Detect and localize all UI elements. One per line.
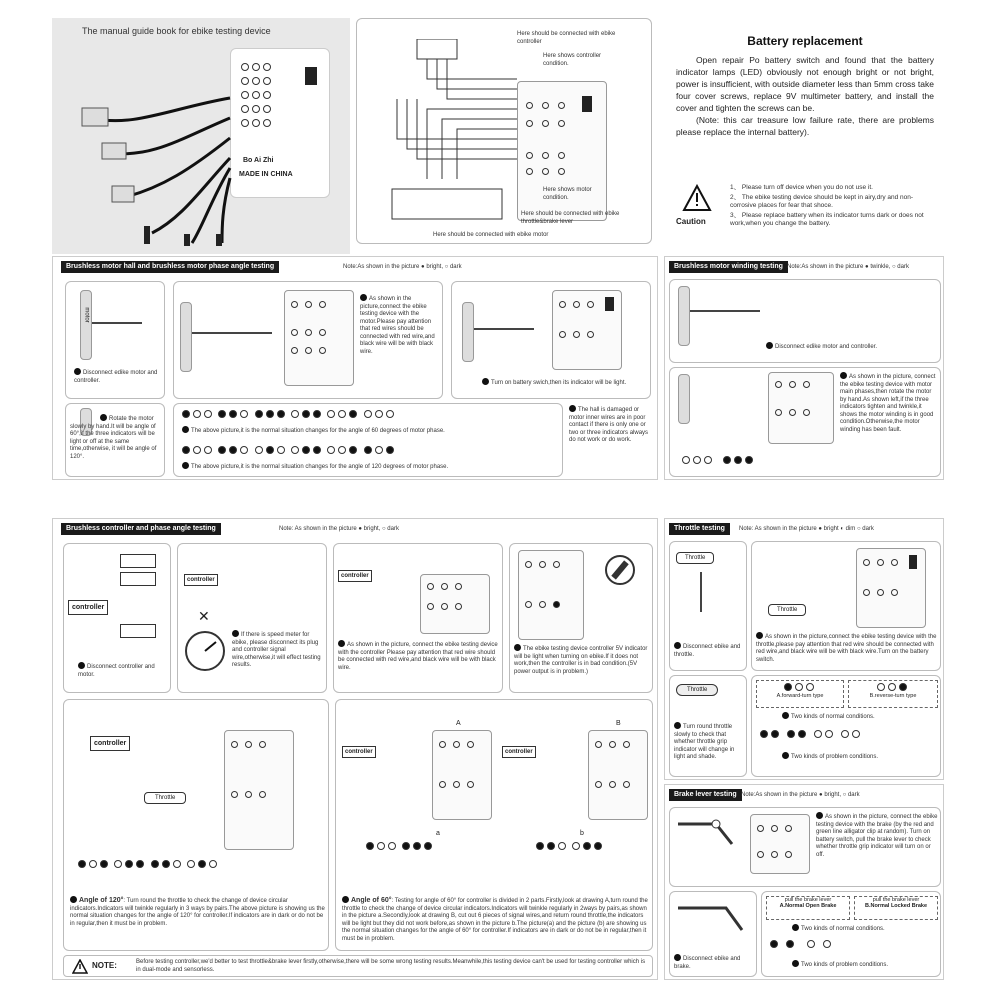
callout-motor-condition: Here shows motor condition. (543, 187, 592, 201)
brake-handle-icon (676, 896, 746, 936)
controller-note: Note: As shown in the picture ● bright, ○ dark (279, 526, 399, 532)
brake-results-card (761, 891, 941, 977)
ctrl-note-block (63, 955, 653, 977)
cable-bundle-photo (52, 58, 232, 248)
winding-step2-card (669, 367, 941, 477)
ctrl-angle60-card (335, 699, 653, 951)
battery-paragraph-2: (Note: this car treasure low failure rate, there are problems please replace the internal battery). (676, 115, 934, 137)
brake-header: Brake lever testing (669, 789, 742, 801)
throttle-note: Note: As shown in the picture ● bright ◐ dim ○ dark (739, 526, 874, 532)
brand-label: Bo Ai Zhi (243, 157, 274, 164)
battery-paragraph-1: Open repair Po battery switch and found that the battery indicator lamps (LED) obviously not enough bright or not bright, power is insufficient, with outside diameter less than 5mm cross take four cover screws, replace 9V multimeter battery, and install the cover and tighten the screws can be. (676, 55, 934, 113)
warning-triangle-icon (682, 184, 712, 212)
hall-step1-text: Disconnect edike motor and controller. (74, 370, 158, 384)
hall-step4-text: Rotate the motor slowly by hand.It will be angle of 60°,if the three indicators will be light or off at the same time,otherwise, it will be angle of 120°. (70, 416, 157, 460)
throttle-label-4: Throttle (676, 684, 718, 696)
throttle-problem-row (760, 730, 863, 740)
ctrl-120-sequence (78, 860, 220, 870)
throttle-step1-card (669, 541, 747, 671)
throttle-problem-text: Two kinds of problem conditions. (782, 752, 932, 762)
brake-step2-text: As shown in the picture, connect the ebike testing device with the brake (by the red and green line alligator clip at random). Turn on battery switch, pull the brake lever to check whether throttle grip indicator will turn on or off. (816, 814, 938, 858)
hall-step3-text: Turn on battery swich,then its indicator will be light. (482, 378, 650, 388)
wiring-lines (387, 39, 527, 239)
throttle-label-2: Throttle (676, 552, 714, 564)
ctrl-step4-text: The ebike testing device controller 5V indicator will be light when turning on ebike.If it does not work,then the controller is in bad condition.(5V power output is in problem.) (514, 646, 648, 675)
winding-header: Brushless motor winding testing (669, 261, 788, 273)
winding-twinkle-row (682, 456, 756, 466)
hall-angle-card (173, 403, 563, 477)
controller-header: Brushless controller and phase angle testing (61, 523, 221, 535)
brake-lever-icon (676, 814, 736, 854)
ctrl-step2-text: If there is speed meter for ebike, please disconnect its plug and controller signal wire,otherwise,it will effect testing results. (232, 632, 321, 668)
controller-label-3: controller (338, 570, 372, 582)
caution-item-1: 1、 Please turn off device when you do not use it. (730, 184, 873, 191)
controller-label-5: controller (342, 746, 376, 758)
tester-device-photo (230, 48, 330, 198)
hall-step2-text: As shown in the picture,connect the ebike testing device with the motor.Please pay attention that red wires should be connected with red wire,and black wire will be with black wire. (360, 296, 435, 355)
manual-title: The manual guide book for ebike testing device (82, 26, 271, 36)
callout-controller: Here should be connected with ebike controller (517, 31, 616, 45)
ctrl-angle120-card (63, 699, 329, 951)
ctrl-step2-card (177, 543, 327, 693)
speedometer-icon (184, 630, 226, 672)
ctrl-angle60-text: Angle of 60°: Testing for angle of 60° for controller is divided in 2 parts.Firstly,look at drawing A,turn round the throttle to check the change of device circular indicators.Indicators will twinkle regularly in 2ways by pairs,as shown in the picture a.Secondly,look at drawing B, cut out 6 pieces of signal wires,and return round throttle,the indicators will be light but they did not work before,as shown in the picture b.The picture(a) and the picture (b) are showing us the normal situation changes for the angle of 60° for controller.If indicators are in dark or do not be in regular,then it must be in problem. (342, 897, 648, 942)
brake-type-b: pull the brake lever B.Normal Locked Brake (854, 896, 938, 920)
ignition-key-icon (602, 552, 638, 588)
brake-section (664, 784, 944, 980)
ctrl-step1-card (63, 543, 171, 693)
throttle-section (664, 518, 944, 780)
winding-step2-text: As shown in the picture, connect the ebike testing device with motor main phases,then rotate the motor by hand.As shown left,if the three indicators tighten and twinkle,it shows the motor winding is in good condition.Otherwise,the motor winding has been fault. (840, 374, 936, 433)
note-text: Before testing controller,we'd better to test throttle&brake lever firstly,otherwise,there will be some wrong testing results.Meanwhile,this testing device can't be used for testing controller which is in dual-mode and sensorless. (136, 959, 646, 973)
controller-label-6: controller (502, 746, 536, 758)
ctrl-60-sequence-a (366, 842, 435, 852)
winding-step1-card (669, 279, 941, 363)
brake-type-a: pull the brake lever A.Normal Open Brake (766, 896, 850, 920)
hall-step3-card (451, 281, 651, 399)
throttle-label-3: Throttle (768, 604, 806, 616)
ctrl-step4-card (509, 543, 653, 693)
brake-normal-text: Two kinds of normal conditions. (792, 924, 938, 934)
winding-step1-text: Disconnect edike motor and controller. (766, 342, 936, 352)
throttle-step2-text: As shown in the picture,connect the ebike testing device with the throttle,please pay attention that red wire should be connected with red wire,and black wire will be with black wire.Turn on the battery switch. (756, 634, 937, 663)
hall-step4-card (65, 403, 165, 477)
callout-ebike-motor: Here should be connected with ebike motor (433, 232, 549, 238)
hall-step7-text: The hall is damaged or motor inner wires are in poor contact if there is only one or two or three indicators always do not work or do work. (569, 407, 649, 443)
brake-problem-text: Two kinds of problem conditions. (792, 960, 938, 970)
controller-label-2: controller (184, 574, 218, 586)
fig-a-small-label: a (436, 830, 440, 837)
note-label: NOTE: (92, 961, 117, 970)
brake-note: Note:As shown in the picture ● bright, ○ dark (741, 792, 860, 798)
throttle-header: Throttle testing (669, 523, 730, 535)
fig-a-label: A (456, 720, 461, 727)
throttle-type-b: B.reverse-turn type (848, 680, 938, 708)
brake-step2-card (669, 807, 941, 887)
caution-label: Caution (676, 217, 706, 226)
hall-120-sequence (182, 446, 397, 456)
callout-throttle-brake: Here should be connected with ebike throttle&brake lever (521, 211, 620, 225)
hall-120-text: The above picture,it is the normal situation changes for the angle of 120 degrees of motor phase. (182, 462, 562, 472)
hall-header: Brushless motor hall and brushless motor phase angle testing (61, 261, 279, 273)
fig-b-small-label: b (580, 830, 584, 837)
battery-section (676, 34, 934, 244)
throttle-results-card (751, 675, 941, 777)
throttle-step1-text: Disconnect ebike and throttle. (674, 644, 741, 658)
ctrl-angle120-text: Angle of 120°: Turn round the throttle to check the change of device circular indicators.Indicators will twinkle regularly in 3 ways by pairs.The above picture is showing us the normal situation changes for the angle of 120° for controller.If indicators are in dark or do not be in regular,then it must be in problem. (70, 897, 325, 927)
product-photo-panel (52, 18, 350, 254)
caution-item-2: 2、 The ebike testing device should be kept in airy,dry and non-corrosive places for fear that shoce. (730, 194, 914, 209)
winding-note: Note:As shown in the picture ● twinkle, ○ dark (787, 264, 909, 270)
battery-title: Battery replacement (747, 34, 863, 48)
winding-section (664, 256, 944, 480)
hall-note: Note:As shown in the picture ● bright, ○ dark (343, 264, 462, 270)
brake-step1-text: Disconnect ebike and brake. (674, 956, 741, 970)
device-wiring-panel (356, 18, 652, 244)
throttle-normal-text: Two kinds of normal conditions. (782, 712, 932, 722)
disconnect-x-icon: ✕ (198, 608, 210, 624)
hall-60-text: The above picture,it is the normal situation changes for the angle of 60 degrees of motor phase. (182, 426, 562, 436)
controller-label-4: controller (90, 736, 130, 751)
controller-section (52, 518, 658, 980)
motor-label: motor (83, 307, 90, 323)
hall-section (52, 256, 658, 480)
callout-controller-condition: Here shows controller condition. (543, 53, 602, 67)
hall-step2-card (173, 281, 443, 399)
throttle-step3-text: Turn round throttle slowly to check that whether throttle grip indicator will change in light and shade. (674, 724, 735, 760)
throttle-label-1: Throttle (144, 792, 186, 804)
ctrl-60-sequence-b (536, 842, 605, 852)
ctrl-step3-card (333, 543, 503, 693)
hall-step1-card (65, 281, 165, 399)
note-warning-icon (72, 959, 88, 974)
throttle-type-a: A.forward-turn type (756, 680, 844, 708)
fig-b-label: B (616, 720, 621, 727)
caution-item-3: 3、 Please replace battery when its indicator turns dark or does not work,when you change the battery. (730, 212, 924, 227)
made-in-label: MADE IN CHINA (239, 171, 293, 178)
brake-step1-card (669, 891, 757, 977)
ctrl-step3-text: As shown in the picture, connect the ebike testing device with the controller Please pay attention that red wire should be connected with red wire,and black wire will be with black wire. (338, 642, 498, 671)
throttle-step2-card (751, 541, 941, 671)
brake-problem-row (770, 940, 834, 950)
ctrl-step1-text: Disconnect controller and motor. (78, 664, 155, 678)
hall-60-sequence (182, 410, 397, 420)
caution-block (676, 184, 934, 240)
controller-label-1: controller (68, 600, 108, 615)
throttle-step3-card (669, 675, 747, 777)
